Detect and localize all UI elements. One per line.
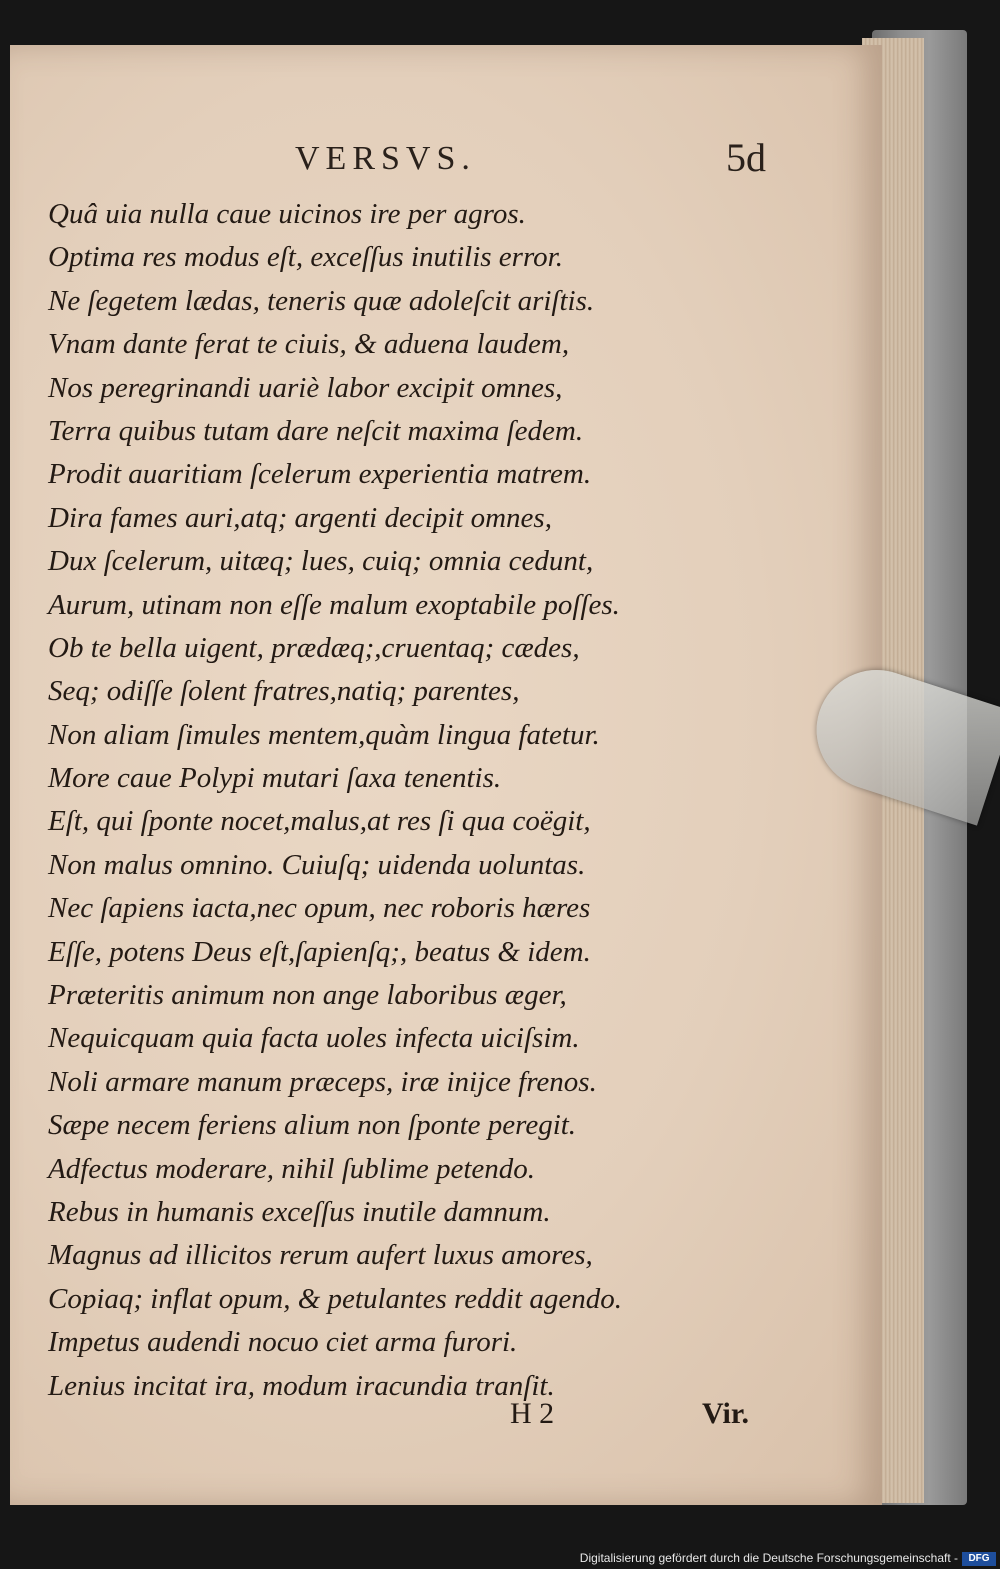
verse-line: Seq; odiſſe ſolent fratres,natiq; parentes,: [48, 675, 520, 708]
verse-line: Rebus in humanis exceſſus inutile damnum.: [48, 1195, 551, 1228]
verse-line: Dira fames auri,atq; argenti decipit omnes,: [48, 501, 552, 534]
verse-line: Non aliam ſimules mentem,quàm lingua fatetur.: [48, 718, 600, 751]
verse-line: Eſſe, potens Deus eſt,ſapienſq;, beatus & idem.: [48, 935, 591, 968]
verse-line: Eſt, qui ſponte nocet,malus,at res ſi qua coëgit,: [48, 805, 591, 838]
verse-line: Lenius incitat ira, modum iracundia tranſit.: [48, 1369, 555, 1402]
verse-line: Noli armare manum præceps, iræ inijce frenos.: [48, 1065, 597, 1098]
verse-line: Ob te bella uigent, prædæq;,cruentaq; cædes,: [48, 631, 580, 664]
verse-line: Magnus ad illicitos rerum aufert luxus amores,: [48, 1239, 593, 1272]
running-head: VERSVS.: [295, 140, 476, 177]
verse-line: Nequicquam quia facta uoles infecta uiciſsim.: [48, 1022, 580, 1055]
page-header: [10, 135, 882, 180]
verse-line: Impetus audendi nocuo ciet arma furori.: [48, 1326, 518, 1359]
verse-line: Optima res modus eſt, exceſſus inutilis error.: [48, 241, 563, 274]
folio-number: 5d: [726, 135, 766, 180]
verse-line: Adfectus moderare, nihil ſublime petendo.: [48, 1152, 535, 1185]
verse-line: Copiaq; inflat opum, & petulantes reddit agendo.: [48, 1282, 623, 1315]
verse-line: Nec ſapiens iacta,nec opum, nec roboris hæres: [48, 892, 591, 925]
verse-line: Dux ſcelerum, uitæq; lues, cuiq; omnia cedunt,: [48, 545, 594, 578]
verse-line: More caue Polypi mutari ſaxa tenentis.: [48, 762, 502, 795]
page-footer: [10, 1397, 882, 1442]
verse-block: [48, 193, 848, 1408]
catchword: Vir.: [702, 1397, 749, 1430]
verse-line: Prodit auaritiam ſcelerum experientia matrem.: [48, 458, 592, 491]
signature-mark: H 2: [510, 1397, 555, 1430]
verse-line: Terra quibus tutam dare neſcit maxima ſedem.: [48, 414, 584, 447]
dfg-logo: DFG: [962, 1552, 996, 1566]
book-page: [10, 45, 882, 1505]
verse-line: Aurum, utinam non eſſe malum exoptabile poſſes.: [48, 588, 620, 621]
verse-line: Præteritis animum non ange laboribus æger,: [48, 979, 567, 1012]
verse-line: Sæpe necem feriens alium non ſponte peregit.: [48, 1109, 577, 1142]
verse-line: Non malus omnino. Cuiuſq; uidenda uoluntas.: [48, 848, 586, 881]
verse-line: Quâ uia nulla caue uicinos ire per agros.: [48, 198, 526, 230]
verse-line: Vnam dante ferat te ciuis, & aduena laudem,: [48, 328, 570, 361]
verse-line: Ne ſegetem lædas, teneris quæ adoleſcit ariſtis.: [48, 284, 595, 317]
digitization-credit: Digitalisierung gefördert durch die Deutsche Forschungsgemeinschaft -: [579, 1551, 958, 1565]
verse-line: Nos peregrinandi uariè labor excipit omnes,: [48, 371, 563, 404]
